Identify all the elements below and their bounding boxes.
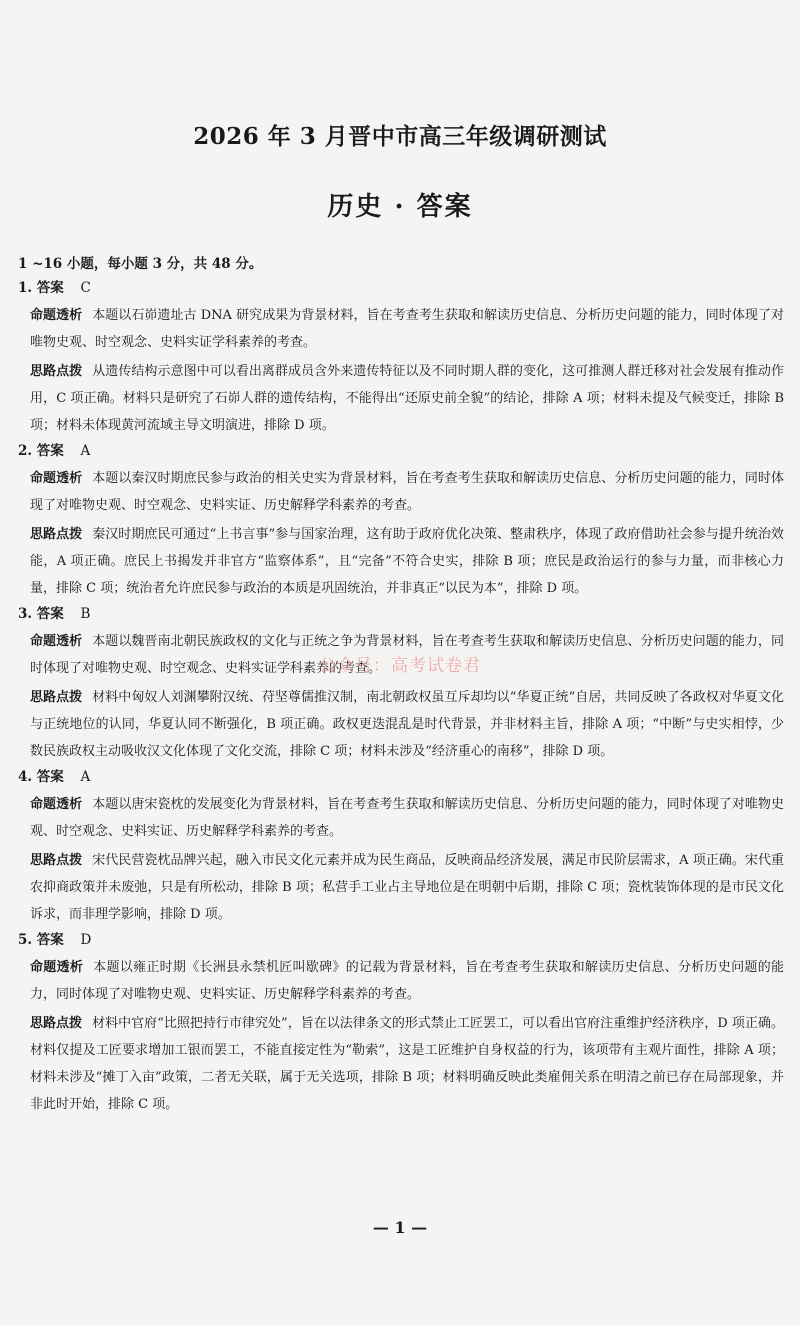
- question-4: [18, 767, 784, 928]
- questions-list: [18, 278, 784, 1120]
- analysis-paragraph: 命题透析 本题以魏晋南北朝民族政权的文化与正统之争为背景材料，旨在考查考生获取和解读历史信息、分析历史问题的能力，同时体现了对唯物史观、时空观念、史料实证学科素养的考查。: [30, 634, 784, 676]
- analysis-paragraph: 命题透析 本题以石峁遗址古 DNA 研究成果为背景材料，旨在考查考生获取和解读历史信息、分析历史问题的能力，同时体现了对唯物史观、时空观念、史料实证学科素养的考查。: [30, 308, 784, 350]
- question-3: [18, 604, 784, 765]
- analysis-paragraph: 命题透析 本题以唐宋瓷枕的发展变化为背景材料，旨在考查考生获取和解读历史信息、分析历史问题的能力，同时体现了对唯物史观、时空观念、史料实证、历史解释学科素养的考查。: [30, 797, 784, 839]
- answer-value: B: [80, 606, 91, 622]
- answer-value: C: [80, 280, 91, 296]
- hint-paragraph: 思路点拨 材料中官府“比照把持行市律究处”，旨在以法律条文的形式禁止工匠罢工，可以看出官府注重维护经济秩序，D 项正确。材料仅提及工匠要求增加工银而罢工，不能直接定性为“勒索”，这是工匠维护自身权益的行为，该项带有主观片面性，排除 A 项；材料未涉及“摊丁入亩”政策，二者无关联，属于无关选项，排除 B 项；材料明确反映此类雇佣关系在明清之前已存在局部现象，并非此时开始，排除 C 项。: [30, 1016, 784, 1112]
- answer-line: 5. 答案 D: [18, 932, 92, 948]
- hint-paragraph: 思路点拨 从遗传结构示意图中可以看出离群成员含外来遗传特征以及不同时期人群的变化，这可推测人群迁移对社会发展有推动作用，C 项正确。材料只是研究了石峁人群的遗传结构，不能得出“还原史前全貌”的结论，排除 A 项；材料未提及气候变迁，排除 B 项；材料未体现黄河流域主导文明演进，排除 D 项。: [30, 364, 784, 433]
- page-title: 2026 年 3 月晋中市高三年级调研测试: [193, 123, 607, 150]
- page-number: — 1 —: [372, 1218, 428, 1237]
- hint-paragraph: 思路点拨 宋代民营瓷枕品牌兴起，融入市民文化元素并成为民生商品，反映商品经济发展，满足市民阶层需求，A 项正确。宋代重农抑商政策并未废弛，只是有所松动，排除 B 项；私营手工业占主导地位是在明朝中后期，排除 C 项；瓷枕装饰体现的是市民文化诉求，而非理学影响，排除 D 项。: [30, 853, 784, 922]
- answer-line: 1. 答案 C: [18, 280, 91, 296]
- answer-line: 3. 答案 B: [18, 606, 91, 622]
- question-5: [18, 930, 784, 1118]
- question-1: [18, 278, 784, 439]
- answer-value: A: [80, 443, 91, 459]
- analysis-paragraph: 命题透析 本题以雍正时期《长洲县永禁机匠叫歇碑》的记载为背景材料，旨在考查考生获取和解读历史信息、分析历史问题的能力，同时体现了对唯物史观、史料实证、历史解释学科素养的考查。: [30, 960, 784, 1002]
- section-intro: 1 ~16 小题，每小题 3 分，共 48 分。: [18, 256, 263, 272]
- analysis-paragraph: 命题透析 本题以秦汉时期庶民参与政治的相关史实为背景材料，旨在考查考生获取和解读历史信息、分析历史问题的能力，同时体现了对唯物史观、时空观念、史料实证、历史解释学科素养的考查。: [30, 471, 784, 513]
- hint-paragraph: 思路点拨 材料中匈奴人刘渊攀附汉统、苻坚尊儒推汉制，南北朝政权虽互斥却均以“华夏正统”自居，共同反映了各政权对华夏文化与正统地位的认同，华夏认同不断强化，B 项正确。政权更迭混乱是时代背景，并非材料主旨，排除 A 项；“中断”与史实相悖，少数民族政权主动吸收汉文化体现了文化交流，排除 C 项；材料未涉及“经济重心的南移”，排除 D 项。: [30, 690, 784, 759]
- hint-paragraph: 思路点拨 秦汉时期庶民可通过“上书言事”参与国家治理，这有助于政府优化决策、整肃秩序，体现了政府借助社会参与提升统治效能，A 项正确。庶民上书揭发并非官方“监察体系”，且“完备”不符合史实，排除 B 项；庶民是政治运行的参与力量，而非核心力量，排除 C 项；统治者允许庶民参与政治的本质是巩固统治，并非真正“以民为本”，排除 D 项。: [30, 527, 784, 596]
- answer-line: 4. 答案 A: [18, 769, 91, 785]
- answer-value: A: [80, 769, 91, 785]
- answer-value: D: [80, 932, 92, 948]
- question-2: [18, 441, 784, 602]
- answer-line: 2. 答案 A: [18, 443, 91, 459]
- page-subtitle: 历史 · 答案: [327, 192, 473, 222]
- watermark: 公众号：高考试卷君: [319, 656, 481, 676]
